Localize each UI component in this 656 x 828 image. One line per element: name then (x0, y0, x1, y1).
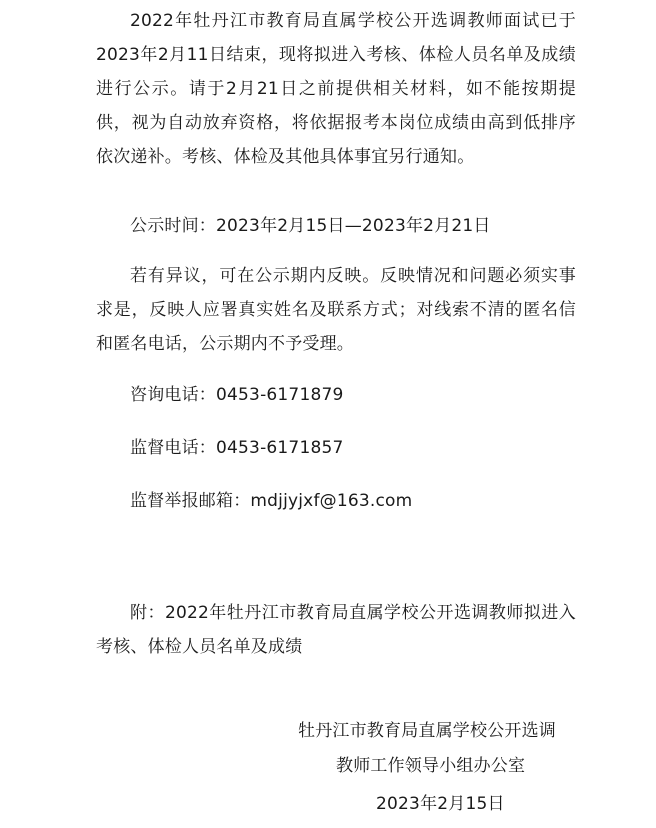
attachment-note: 附：2022年牡丹江市教育局直属学校公开选调教师拟进入考核、体检人员名单及成绩 (96, 603, 576, 657)
consult-phone: 咨询电话：0453-6171879 (130, 385, 344, 405)
signature-date: 2023年2月15日 (376, 794, 505, 814)
notice-paragraph-main: 2022年牡丹江市教育局直属学校公开选调教师面试已于2023年2月11日结束，现将拟进入考核、体检人员名单及成绩进行公示。请于2月21日之前提供相关材料，如不能按期提供，视为自动放弃资格，将依据报考本岗位成绩由高到低排序依次递补。考核、体检及其他具体事宜另行通知。 (96, 11, 576, 167)
signature-org-line2: 教师工作领导小组办公室 (336, 756, 526, 776)
report-email: 监督举报邮箱：mdjjyjxf@163.com (130, 491, 413, 511)
signature-org-line1: 牡丹江市教育局直属学校公开选调 (298, 721, 556, 741)
supervise-phone: 监督电话：0453-6171857 (130, 438, 344, 458)
notice-period: 公示时间：2023年2月15日—2023年2月21日 (130, 216, 491, 236)
notice-paragraph-objection: 若有异议，可在公示期内反映。反映情况和问题必须实事求是，反映人应署真实姓名及联系方式；对线索不清的匿名信和匿名电话，公示期内不予受理。 (96, 266, 576, 354)
